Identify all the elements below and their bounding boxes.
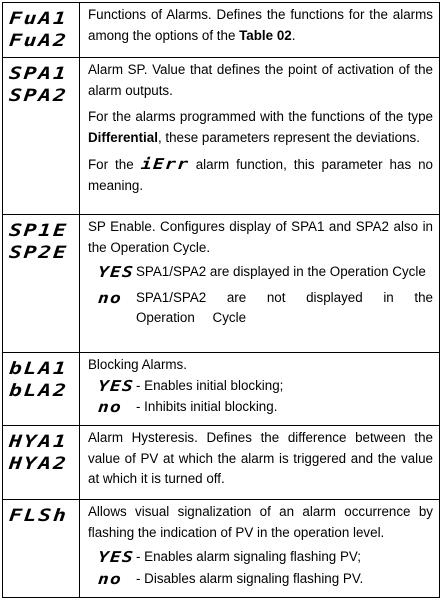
table-row (3, 215, 439, 353)
option-item (88, 288, 433, 329)
parameter-description (80, 353, 439, 425)
parameter-code: HYA1 (8, 432, 69, 452)
parameter-description (80, 215, 439, 352)
table-row (3, 3, 439, 58)
parameter-description (80, 58, 439, 214)
emphasis-text: Differential (88, 129, 158, 145)
parameter-description (80, 426, 439, 499)
parameter-code-cell (3, 215, 80, 352)
option-key: YES (97, 376, 135, 395)
description-paragraph: Allows visual signalization of an alarm occurrence by flashing the indication of PV in the operation level. (88, 504, 433, 540)
option-item (88, 376, 433, 398)
option-key: no (97, 398, 123, 416)
option-item (88, 397, 433, 419)
option-text: SPA1/SPA2 are displayed in the Operation Cycle (136, 264, 426, 279)
table-reference: Table 02 (239, 27, 292, 43)
option-text: - Enables initial blocking; (136, 377, 284, 393)
parameter-code-cell (3, 3, 80, 57)
parameter-code-cell (3, 500, 80, 597)
table-row (3, 426, 439, 500)
parameter-code: FuA2 (8, 31, 69, 51)
parameter-code-cell (3, 353, 80, 425)
parameter-code: bLA1 (8, 359, 69, 379)
option-text: - Inhibits initial blocking. (136, 399, 278, 414)
option-key: no (97, 288, 123, 307)
option-text: - Disables alarm signaling flashing PV. (136, 570, 364, 586)
option-key: YES (97, 263, 135, 281)
option-key: no (97, 569, 123, 588)
description-paragraph: Alarm Hysteresis. Defines the difference between the value of PV at which the alarm is triggered and the value at which it is turned off. (88, 430, 433, 486)
inline-code: iErr (139, 155, 190, 173)
description-paragraph: Functions of Alarms. Defines the functions for the alarms among the options of the Table 02. (88, 7, 433, 43)
description-paragraph: SP Enable. Configures display of SPA1 and SPA2 also in the Operation Cycle. (88, 219, 433, 255)
option-item (88, 547, 433, 569)
option-item (88, 262, 433, 284)
description-paragraph: Blocking Alarms. (88, 357, 187, 372)
option-key: YES (97, 548, 135, 566)
option-item (88, 569, 433, 591)
parameters-table (2, 2, 440, 598)
description-paragraph: Alarm SP. Value that defines the point of activation of the alarm outputs. (88, 62, 433, 98)
description-paragraph: For the iErr alarm function, this parameter has no meaning. (88, 155, 433, 193)
table-row (3, 353, 439, 426)
parameter-code: SP2E (8, 243, 69, 263)
parameter-code: FuA1 (8, 9, 69, 29)
parameter-code-cell (3, 58, 80, 214)
parameter-code: FLSh (8, 506, 69, 526)
description-paragraph: For the alarms programmed with the functions of the type Differential, these parameters represent the deviations. (88, 109, 433, 145)
parameter-description (80, 3, 439, 57)
parameter-code: SPA1 (8, 64, 69, 84)
parameter-code: SP1E (8, 221, 69, 241)
parameter-code: SPA2 (8, 86, 69, 106)
parameter-description (80, 500, 439, 597)
parameter-code: HYA2 (8, 454, 69, 474)
option-text: SPA1/SPA2 are not displayed in the Operation Cycle (136, 289, 433, 325)
table-row (3, 58, 439, 215)
parameter-code-cell (3, 426, 80, 499)
parameter-code: bLA2 (8, 381, 69, 401)
option-text: - Enables alarm signaling flashing PV; (136, 549, 362, 564)
table-row (3, 500, 439, 597)
